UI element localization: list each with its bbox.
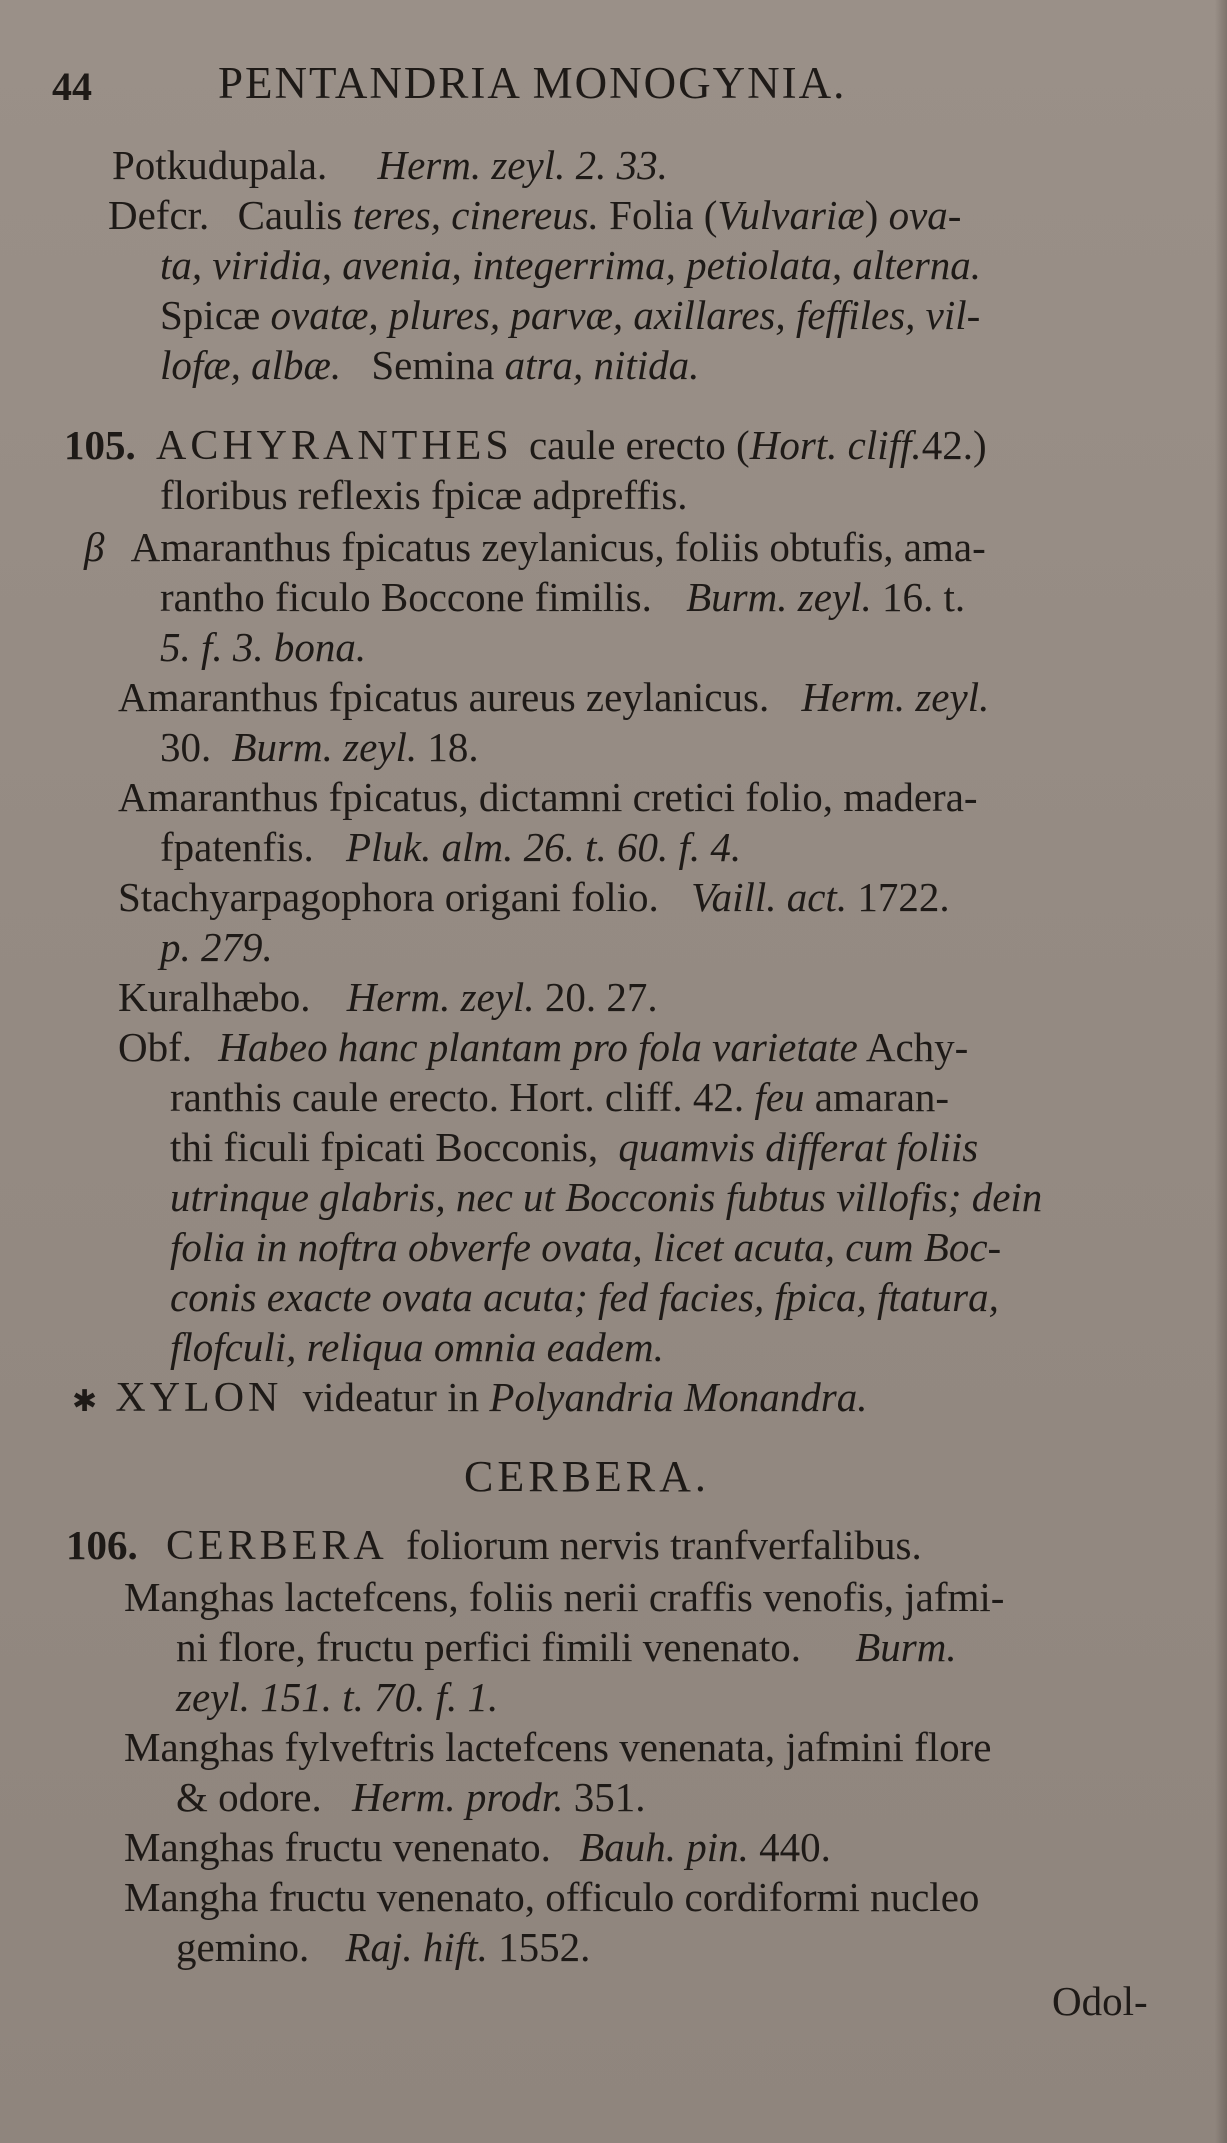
- text-line: folia in noftra obverfe ovata, licet acuta, cum Boc-: [170, 1224, 1002, 1270]
- text-line: [160, 340, 699, 390]
- text-fragment: ni flore, fructu perfici fimili venenato.: [176, 1624, 802, 1670]
- text-line: [64, 420, 987, 471]
- text-fragment: ranthis caule erecto. Hort. cliff. 42.: [170, 1074, 745, 1120]
- text-fragment: & odore.: [176, 1774, 322, 1820]
- text-fragment: atra, nitida.: [504, 342, 700, 388]
- vernacular-name: Kuralhæbo.: [118, 974, 311, 1020]
- text-line: ta, viridia, avenia, integerrima, petiolata, alterna.: [160, 242, 982, 288]
- genus-name: CERBERA: [166, 1523, 388, 1569]
- text-fragment: Vulvariæ: [717, 192, 865, 238]
- text-fragment: Spicæ: [160, 292, 261, 338]
- text-fragment: thi ficuli fpicati Bocconis,: [170, 1124, 599, 1170]
- text-fragment: ovatæ, plures, parvæ, axillares, feffiles, vil-: [270, 292, 981, 338]
- text-fragment: 42.): [921, 422, 987, 468]
- asterisk-icon: ✱: [72, 1385, 98, 1418]
- text-fragment: 30.: [160, 724, 212, 770]
- text-fragment: lofæ, albæ.: [160, 342, 342, 388]
- text-line: 5. f. 3. bona.: [160, 624, 367, 670]
- text-line: [118, 872, 950, 922]
- reference: Herm. zeyl. 2. 33.: [377, 142, 668, 188]
- text-fragment: Stachyarpagophora origani folio.: [118, 874, 659, 920]
- text-line: [84, 522, 986, 572]
- text-line: [124, 1822, 831, 1872]
- text-line: [118, 1022, 968, 1072]
- text-fragment: ): [864, 192, 879, 238]
- text-fragment: Manghas fructu venenato.: [124, 1824, 551, 1870]
- text-line: zeyl. 151. t. 70. f. 1.: [176, 1674, 499, 1720]
- text-fragment: Amaranthus fpicatus zeylanicus, foliis obtufis, ama-: [130, 524, 986, 570]
- variety-marker: β: [84, 524, 105, 570]
- text-line: [176, 1772, 645, 1822]
- text-line: p. 279.: [160, 924, 273, 970]
- text-fragment: Folia (: [609, 192, 718, 238]
- text-line: flofculi, reliqua omnia eadem.: [170, 1324, 664, 1370]
- text-line: [118, 672, 989, 722]
- vernacular-name: Potkudupala.: [112, 142, 328, 188]
- text-fragment: 18.: [427, 724, 479, 770]
- text-fragment: gemino.: [176, 1924, 310, 1970]
- text-fragment: Semina: [371, 342, 495, 388]
- observation-label: Obf.: [118, 1024, 193, 1070]
- page-edge-shadow: [1215, 0, 1227, 2143]
- reference: Bauh. pin.: [579, 1824, 749, 1870]
- text-fragment: feu: [754, 1074, 805, 1120]
- reference: Herm. zeyl.: [346, 974, 535, 1020]
- text-fragment: 1552.: [498, 1924, 591, 1970]
- text-line: [72, 1372, 867, 1427]
- text-fragment: 440.: [759, 1824, 831, 1870]
- text-fragment: rantho ficulo Boccone fimilis.: [160, 574, 652, 620]
- text-line: [176, 1922, 590, 1972]
- text-fragment: Caulis: [237, 192, 343, 238]
- entry-number: 105.: [64, 422, 136, 468]
- text-line: [66, 1520, 922, 1571]
- text-line: [118, 972, 658, 1022]
- text-fragment: quamvis differat foliis: [618, 1124, 979, 1170]
- text-fragment: 16. t.: [882, 574, 966, 620]
- text-line: [170, 1072, 949, 1122]
- genus-name: XYLON: [115, 1375, 283, 1421]
- text-line: [170, 1122, 978, 1172]
- text-fragment: 351.: [573, 1774, 646, 1820]
- text-line: [160, 822, 741, 872]
- section-heading: CERBERA.: [464, 1452, 710, 1501]
- text-line: Mangha fructu venenato, officulo cordiformi nucleo: [124, 1874, 980, 1920]
- text-line: [160, 572, 965, 622]
- reference: Herm. zeyl.: [801, 674, 990, 720]
- text-line: [176, 1622, 957, 1672]
- text-fragment: videatur in: [302, 1374, 480, 1420]
- text-fragment: 20. 27.: [544, 974, 658, 1020]
- text-fragment: Achy-: [865, 1024, 969, 1070]
- text-fragment: Habeo hanc plantam pro fola varietate: [218, 1024, 858, 1070]
- text-line: utrinque glabris, nec ut Bocconis fubtus villofis; dein: [170, 1174, 1043, 1220]
- text-fragment: foliorum nervis tranfverfalibus.: [405, 1522, 922, 1568]
- catchword: Odol-: [1052, 1978, 1148, 2024]
- reference: Vaill. act.: [691, 874, 848, 920]
- text-line: [112, 140, 668, 190]
- text-line: Manghas lactefcens, foliis nerii craffis venofis, jafmi-: [124, 1574, 1005, 1620]
- reference: Burm. zeyl.: [231, 724, 418, 770]
- reference: Burm. zeyl.: [686, 574, 872, 620]
- genus-name: ACHYRANTHES: [156, 423, 513, 469]
- description-label: Defcr.: [108, 192, 210, 238]
- entry-number: 106.: [66, 1522, 138, 1568]
- reference: Pluk. alm. 26. t. 60. f. 4.: [345, 824, 742, 870]
- text-line: [160, 290, 980, 340]
- reference: Burm.: [855, 1624, 957, 1670]
- reference: Herm. prodr.: [352, 1774, 564, 1820]
- running-title: PENTANDRIA MONOGYNIA.: [218, 58, 847, 108]
- text-fragment: ova-: [888, 192, 962, 238]
- text-fragment: caule erecto (: [528, 422, 750, 468]
- text-line: [108, 190, 961, 240]
- reference: Raj. hift.: [345, 1924, 488, 1970]
- text-line: Manghas fylveftris lactefcens venenata, jafmini flore: [124, 1724, 992, 1770]
- text-fragment: Amaranthus fpicatus aureus zeylanicus.: [118, 674, 770, 720]
- page-number: 44: [52, 64, 92, 109]
- text-fragment: Polyandria Monandra.: [489, 1374, 868, 1420]
- text-fragment: 1722.: [857, 874, 950, 920]
- text-fragment: amaran-: [814, 1074, 950, 1120]
- text-fragment: fpatenfis.: [160, 824, 314, 870]
- reference: Hort. cliff.: [749, 422, 922, 468]
- text-line: floribus reflexis fpicæ adpreffis.: [160, 472, 688, 518]
- text-fragment: teres, cinereus.: [352, 192, 599, 238]
- text-line: [160, 722, 479, 772]
- text-line: Amaranthus fpicatus, dictamni cretici folio, madera-: [118, 774, 978, 820]
- text-line: conis exacte ovata acuta; fed facies, fpica, ftatura,: [170, 1274, 999, 1320]
